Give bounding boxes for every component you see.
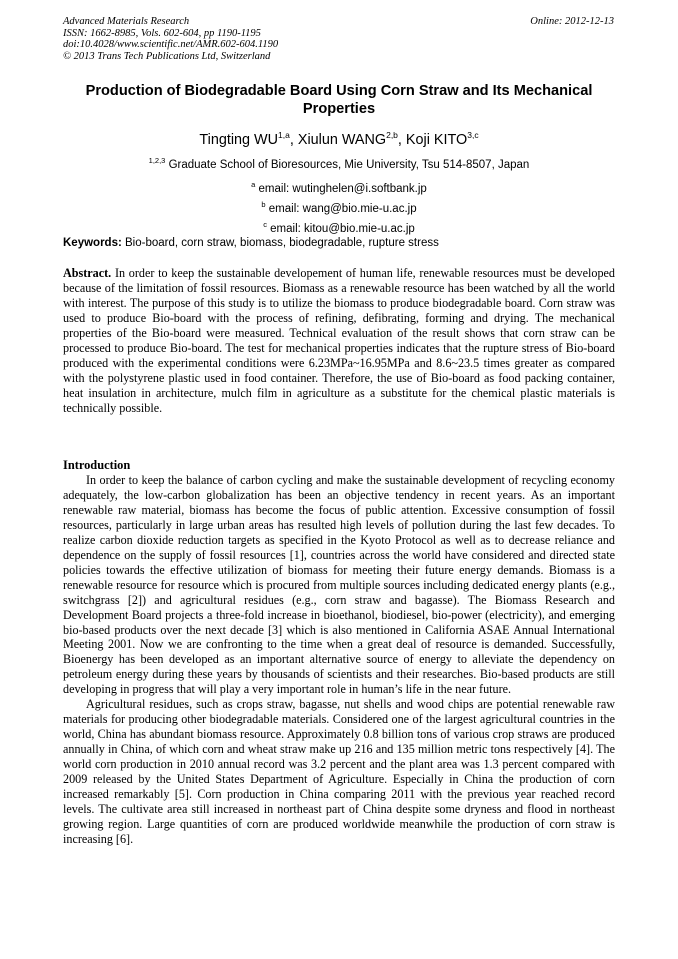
author-name: Koji KITO	[405, 131, 468, 148]
email-superscript: c	[263, 219, 267, 229]
affiliation	[40, 156, 638, 171]
journal-copyright: © 2013 Trans Tech Publications Ltd, Switzerland	[63, 50, 271, 62]
paper-title: Production of Biodegradable Board Using Corn Straw and Its Mechanical Properties	[85, 83, 593, 117]
author-name: Tingting WU	[199, 131, 279, 148]
affiliation-superscript: 1,2,3	[148, 156, 166, 165]
abstract	[63, 266, 615, 416]
author-superscript: 3,c	[467, 130, 479, 140]
journal-issn: ISSN: 1662-8985, Vols. 602-604, pp 1190-1195	[63, 27, 261, 39]
email-text: email: kitou@bio.mie-u.ac.jp	[270, 222, 415, 235]
author-list: Tingting WU$^{1,a}$, Xiulun WANG$^{2,b}$, Koji KITO$^{3,c}$	[199, 130, 479, 148]
journal-info	[63, 16, 278, 62]
keywords-text: Bio-board, corn straw, biomass, biodegradable, rupture stress	[125, 237, 439, 249]
online-date: Online: 2012-12-13	[530, 16, 614, 27]
email-superscript: b	[261, 199, 266, 209]
email-text: email: wang@bio.mie-u.ac.jp	[268, 202, 417, 215]
email-line	[40, 217, 638, 237]
email-line	[40, 177, 638, 197]
email-line	[40, 197, 638, 217]
email-text: email: wutinghelen@i.softbank.jp	[258, 182, 427, 195]
author-superscript: 1,a	[278, 130, 290, 140]
keywords	[63, 237, 615, 249]
paragraph: Agricultural residues, such as crops straw, bagasse, nut shells and wood chips are potential renewable raw materials for producing other biodegradable materials. Considered one of the largest agricultural countries in the world, China has abundant biomass resource. Approximately 0.8 billion tons of various crop straws are produced annually in China, of which corn and wheat straw make up 216 and 135 million metric tons respectively [4]. The world corn production in 2010 annual record was 3.2 percent and the plant area was 1.3 percent compared with 2009 released by the United States Department of Agriculture. Especially in China the production of corn increased remarkably [5]. Corn production in China comparing 2011 with the previous year reached record levels. The cultivate area still increased in northeast part of China despite some dryness and flood in northeast growing region. Large quantities of corn are produced worldwide meanwhile the production of corn straw is increasing [6].	[63, 697, 615, 846]
journal-doi: doi:10.4028/www.scientific.net/AMR.602-604.1190	[63, 39, 279, 51]
author-superscript: 2,b	[386, 130, 398, 140]
abstract-label: Abstract.	[63, 266, 112, 280]
introduction-body	[63, 473, 615, 847]
email-superscript: a	[251, 180, 256, 189]
abstract-text: In order to keep the sustainable developement of human life, renewable resources must be developed because of the limitation of fossil resources. Biomass as a renewable resource has been watched by all the world with interest. The purpose of this study is to utilize the biomass to produce biodegradable board. Corn straw was used to produce Bio-board with the process of refining, defibrating, forming and drying. The mechanical properties of the Bio-board were measured. Technical evaluation of the result shows that corn straw can be processed to produce Bio-board. The test for mechanical properties indicates that the rupture stress of Bio-board produced with the experimental conditions were 6.23MPa~16.95MPa and 8.6~23.5 times greater as compared with the polystyrene plastic used in food container. Therefore, the use of Bio-board as food packing container, heat insulation in architecture, mulch film in agriculture as a substitute for the chemical plastic materials is technically possible.	[63, 266, 615, 416]
keywords-label: Keywords:	[63, 237, 122, 249]
affiliation-text: Graduate School of Bioresources, Mie University, Tsu 514-8507, Japan	[168, 158, 530, 171]
author-name: Xiulun WANG	[297, 131, 387, 148]
email-list	[40, 177, 638, 236]
journal-name: Advanced Materials Research	[63, 16, 190, 27]
paragraph: In order to keep the balance of carbon cycling and make the sustainable development of recycling economy adequately, the low-carbon globalization has been an objective tendency in recent years. As an important renewable raw material, biomass has become the focus of public attention. Excessive consumption of fossil resources, particularly in large urban areas has resulted high levels of pollution during the last few decades. To realize carbon dioxide reduction targets as specified in the Kyoto Protocol as well as to decrease reliance and dependence on the supply of fossil resources [1], countries across the world have considered and directed state policies towards the effective utilization of biomass for meeting their future energy demands. Biomass is a renewable resource for resource which is procured from multiple sources including dedicated energy plants (e.g., switchgrass [2]) and agricultural residues (e.g., corn straw and bagasse). The Biomass Research and Development Board projects a three-fold increase in bioethanol, biodiesel, bio-power (electricity), and emerging bio-based products over the next decade [3] which is also mentioned in California ASAE Annual International Meeting 2001. Now we are confronting to the time when a great deal of resource is demanded. Successfully, Bioenergy has been developed as an important alternative source of energy to alleviate the dependency on petroleum energy during these years by thousands of scientists and their researches. Bio-based products are still developing in progress that will play a very important role in human’s life in the near future.	[63, 473, 615, 697]
section-heading-introduction: Introduction	[63, 458, 131, 472]
